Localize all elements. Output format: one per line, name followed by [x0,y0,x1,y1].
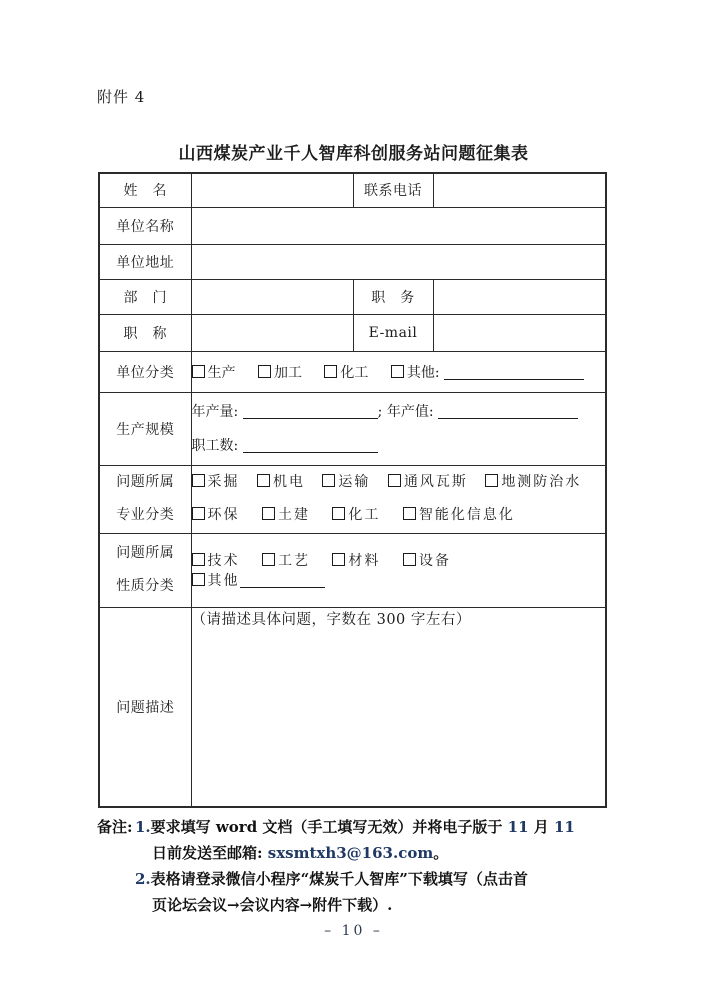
checkbox-icon[interactable] [332,553,345,566]
checkbox-icon[interactable] [485,474,498,487]
option-label: 化工 [340,364,369,381]
option-label: 土建 [277,507,310,523]
checkbox-icon[interactable] [332,507,345,520]
checkbox-icon[interactable] [262,507,275,520]
checkbox-icon[interactable] [322,474,335,487]
unit-name-input-cell[interactable] [191,207,606,244]
description-hint: （请描述具体问题，字数在 300 字左右） [191,611,471,628]
problem-collection-form [98,172,607,808]
option-label: 机电 [272,474,305,490]
checkbox-icon[interactable] [192,553,205,566]
row-unit-name [99,207,606,244]
checkbox-icon[interactable] [262,553,275,566]
checkbox-option-equipment[interactable] [403,553,451,569]
checkbox-option-material[interactable] [332,553,380,569]
staff-count-blank[interactable] [243,438,378,453]
unit-address-label: 单位地址 [99,244,191,279]
option-label: 地测防治水 [501,474,582,490]
annual-output-label: 年产量: [191,403,239,420]
checkbox-option-process[interactable] [262,553,310,569]
department-input-cell[interactable] [191,279,353,314]
annual-output-blank[interactable] [243,404,378,419]
nature-category-label: 问题所属 性质分类 [99,533,191,607]
phone-input-cell[interactable] [433,173,606,207]
option-label: 设备 [418,553,451,569]
option-label: 化工 [348,507,381,523]
checkbox-option-transport[interactable] [322,474,370,490]
checkbox-option-chemical[interactable] [324,365,368,381]
checkbox-option-chemical2[interactable] [332,507,380,523]
problem-description-input-cell[interactable] [191,607,606,807]
checkbox-option-technology[interactable] [192,553,240,569]
page-number: – 10 – [324,923,383,939]
row-name-phone [99,173,606,207]
option-label: 工艺 [277,553,310,569]
remark-line-4: 页论坛会议→会议内容→附件下载）. [152,896,393,914]
remark-line-2: 日前发送至邮箱: sxsmtxh3@163.com。 [152,844,449,862]
row-title-email [99,314,606,351]
option-label: 其他 [207,573,240,589]
option-label: 生产 [207,364,236,381]
page-title: 山西煤炭产业千人智库科创服务站问题征集表 [178,144,529,164]
checkbox-option-processing[interactable] [258,365,302,381]
checkbox-icon[interactable] [192,365,205,378]
option-label: 采掘 [207,474,240,490]
email-label: E-mail [353,314,433,351]
option-label: 智能化信息化 [418,507,515,523]
row-nature-category [99,533,606,607]
remark-line-3: 2.表格请登录微信小程序“煤炭千人智库”下载填写（点击首 [135,870,528,888]
checkbox-icon[interactable] [403,553,416,566]
unit-address-input-cell[interactable] [191,244,606,279]
row-unit-type [99,351,606,392]
checkbox-option-mining[interactable] [192,474,240,490]
profession-category-label: 问题所属 专业分类 [99,465,191,533]
row-problem-description [99,607,606,807]
option-label: 其他: [406,364,440,381]
checkbox-icon[interactable] [324,365,337,378]
checkbox-option-environment[interactable] [192,507,240,523]
remark-line-1: 1.要求填写 word 文档（手工填写无效）并将电子版于 11 月 11 [135,818,575,836]
unit-name-label: 单位名称 [99,207,191,244]
production-scale-label: 生产规模 [99,392,191,465]
staff-count-label: 职工数: [191,437,239,454]
checkbox-option-production[interactable] [192,365,236,381]
position-label: 职 务 [353,279,433,314]
checkbox-option-geology-water[interactable] [485,474,581,490]
annual-value-label: ; 年产值: [377,403,434,420]
checkbox-icon[interactable] [403,507,416,520]
production-scale-fields [191,392,606,465]
option-label: 技术 [207,553,240,569]
option-label: 通风瓦斯 [403,474,468,490]
option-label: 材料 [348,553,381,569]
attachment-label: 附件 4 [97,88,146,106]
profession-category-options [191,465,606,533]
email-address: sxsmtxh3@163.com [267,844,434,862]
nature-category-options [191,533,606,607]
row-production-scale [99,392,606,465]
problem-description-label: 问题描述 [99,607,191,807]
checkbox-option-other-nature[interactable] [192,573,325,589]
job-title-label: 职 称 [99,314,191,351]
remarks-block [97,814,622,918]
remarks-label: 备注: [97,818,133,836]
other-nature-blank-line[interactable] [240,573,325,588]
name-label: 姓 名 [99,173,191,207]
email-input-cell[interactable] [433,314,606,351]
row-department-position [99,279,606,314]
unit-type-label: 单位分类 [99,351,191,392]
option-label: 加工 [273,364,302,381]
checkbox-icon[interactable] [258,365,271,378]
checkbox-icon[interactable] [391,365,404,378]
checkbox-icon[interactable] [192,474,205,487]
option-label: 环保 [207,507,240,523]
row-unit-address [99,244,606,279]
checkbox-icon[interactable] [192,507,205,520]
phone-label: 联系电话 [353,173,433,207]
checkbox-icon[interactable] [192,573,205,586]
option-label: 运输 [338,474,371,490]
department-label: 部 门 [99,279,191,314]
unit-type-options [191,351,606,392]
checkbox-option-ventilation-gas[interactable] [388,474,468,490]
annual-value-blank[interactable] [438,404,578,419]
row-profession-category [99,465,606,533]
position-input-cell[interactable] [433,279,606,314]
job-title-input-cell[interactable] [191,314,353,351]
other-blank-line[interactable] [444,365,584,380]
checkbox-icon[interactable] [388,474,401,487]
checkbox-option-civil[interactable] [262,507,310,523]
checkbox-option-other[interactable] [391,365,584,381]
name-input-cell[interactable] [191,173,353,207]
checkbox-option-intelligent-info[interactable] [403,507,515,523]
checkbox-icon[interactable] [257,474,270,487]
checkbox-option-electromechanical[interactable] [257,474,305,490]
